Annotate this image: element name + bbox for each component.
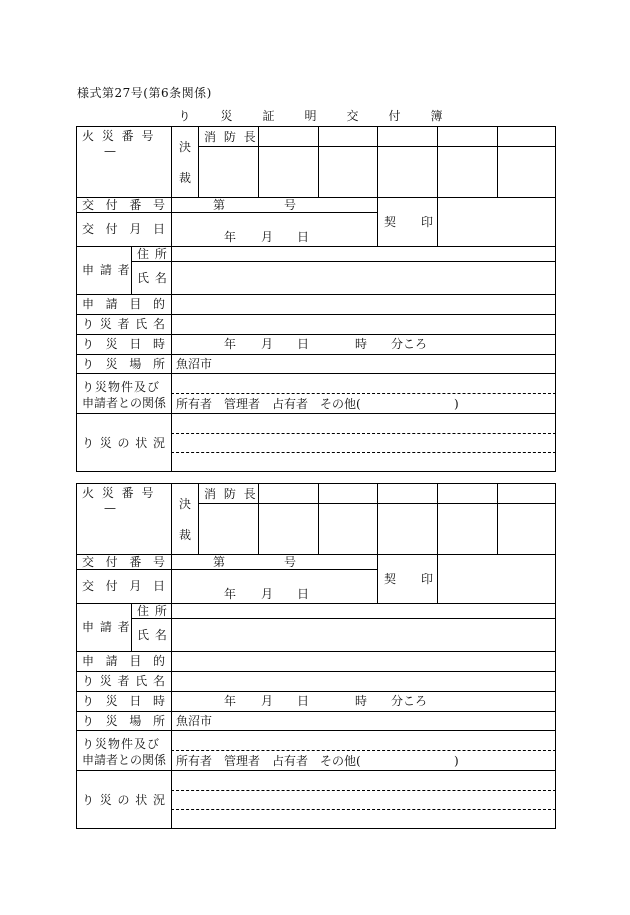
purpose-label: 申 請 目 的 <box>82 654 165 668</box>
dt-year: 年 <box>224 337 237 351</box>
kessai-label: 裁 <box>179 528 192 542</box>
address-label: 住 所 <box>137 247 168 261</box>
purpose-label: 申 請 目 的 <box>82 297 165 311</box>
disaster-datetime-label: り 災 日 時 <box>82 337 165 351</box>
dt-hour: 時 <box>355 694 368 708</box>
register-form-2 <box>76 483 556 829</box>
situation-label: り 災 の 状 況 <box>82 793 165 807</box>
dt-day: 日 <box>297 694 310 708</box>
kessai-label: 決 <box>179 140 192 154</box>
situation-label: り 災 の 状 況 <box>82 436 165 450</box>
issue-date-month: 月 <box>261 230 274 244</box>
seal-label-in: 印 <box>421 572 434 586</box>
disaster-place-label: り 災 場 所 <box>82 357 165 371</box>
issue-date-day: 日 <box>297 230 310 244</box>
dt-day: 日 <box>297 337 310 351</box>
relation-label-2: 申請者との関係 <box>82 753 167 767</box>
register-title: り 災 証 明 交 付 簿 <box>178 109 452 123</box>
relation-label-1: り災物件及び <box>82 737 161 751</box>
disaster-datetime-label: り 災 日 時 <box>82 694 165 708</box>
seal-label-kei: 契 <box>384 572 397 586</box>
issue-number-go: 号 <box>284 555 297 569</box>
fire-number-dash: — <box>104 144 116 158</box>
fire-chief-label: 消 防 長 <box>204 130 258 144</box>
name-label: 氏 名 <box>137 271 168 285</box>
fire-number-label: 火 災 番 号 <box>82 129 156 143</box>
disaster-place-value: 魚沼市 <box>176 714 213 728</box>
disaster-place-value: 魚沼市 <box>176 357 213 371</box>
issue-date-year: 年 <box>224 230 237 244</box>
fire-number-dash: — <box>104 501 116 515</box>
applicant-label: 申 請 者 <box>82 263 131 277</box>
applicant-label: 申 請 者 <box>82 620 131 634</box>
seal-label-in: 印 <box>421 215 434 229</box>
register-form-1 <box>76 126 556 472</box>
victim-name-label: り 災 者 氏 名 <box>82 674 165 688</box>
kessai-label: 決 <box>179 497 192 511</box>
fire-chief-label: 消 防 長 <box>204 487 258 501</box>
issue-number-label: 交 付 番 号 <box>82 555 165 569</box>
dt-month: 月 <box>261 694 274 708</box>
name-label: 氏 名 <box>137 628 168 642</box>
relation-close-paren: ) <box>454 397 459 411</box>
issue-date-day: 日 <box>297 587 310 601</box>
relation-options: 所有者 管理者 占有者 その他( <box>176 754 361 768</box>
address-label: 住 所 <box>137 604 168 618</box>
form-number-label: 様式第27号(第6条関係) <box>77 86 212 100</box>
relation-options: 所有者 管理者 占有者 その他( <box>176 397 361 411</box>
relation-close-paren: ) <box>454 754 459 768</box>
dt-year: 年 <box>224 694 237 708</box>
issue-date-label: 交 付 月 日 <box>82 579 165 593</box>
dt-hour: 時 <box>355 337 368 351</box>
dt-minute: 分ころ <box>391 337 428 351</box>
dt-minute: 分ころ <box>391 694 428 708</box>
dt-month: 月 <box>261 337 274 351</box>
issue-date-label: 交 付 月 日 <box>82 222 165 236</box>
relation-label-1: り災物件及び <box>82 380 161 394</box>
relation-label-2: 申請者との関係 <box>82 396 167 410</box>
issue-number-dai: 第 <box>213 198 226 212</box>
issue-number-label: 交 付 番 号 <box>82 198 165 212</box>
issue-number-go: 号 <box>284 198 297 212</box>
victim-name-label: り 災 者 氏 名 <box>82 317 165 331</box>
issue-date-year: 年 <box>224 587 237 601</box>
fire-number-label: 火 災 番 号 <box>82 486 156 500</box>
issue-number-dai: 第 <box>213 555 226 569</box>
issue-date-month: 月 <box>261 587 274 601</box>
seal-label-kei: 契 <box>384 215 397 229</box>
kessai-label: 裁 <box>179 171 192 185</box>
disaster-place-label: り 災 場 所 <box>82 714 165 728</box>
